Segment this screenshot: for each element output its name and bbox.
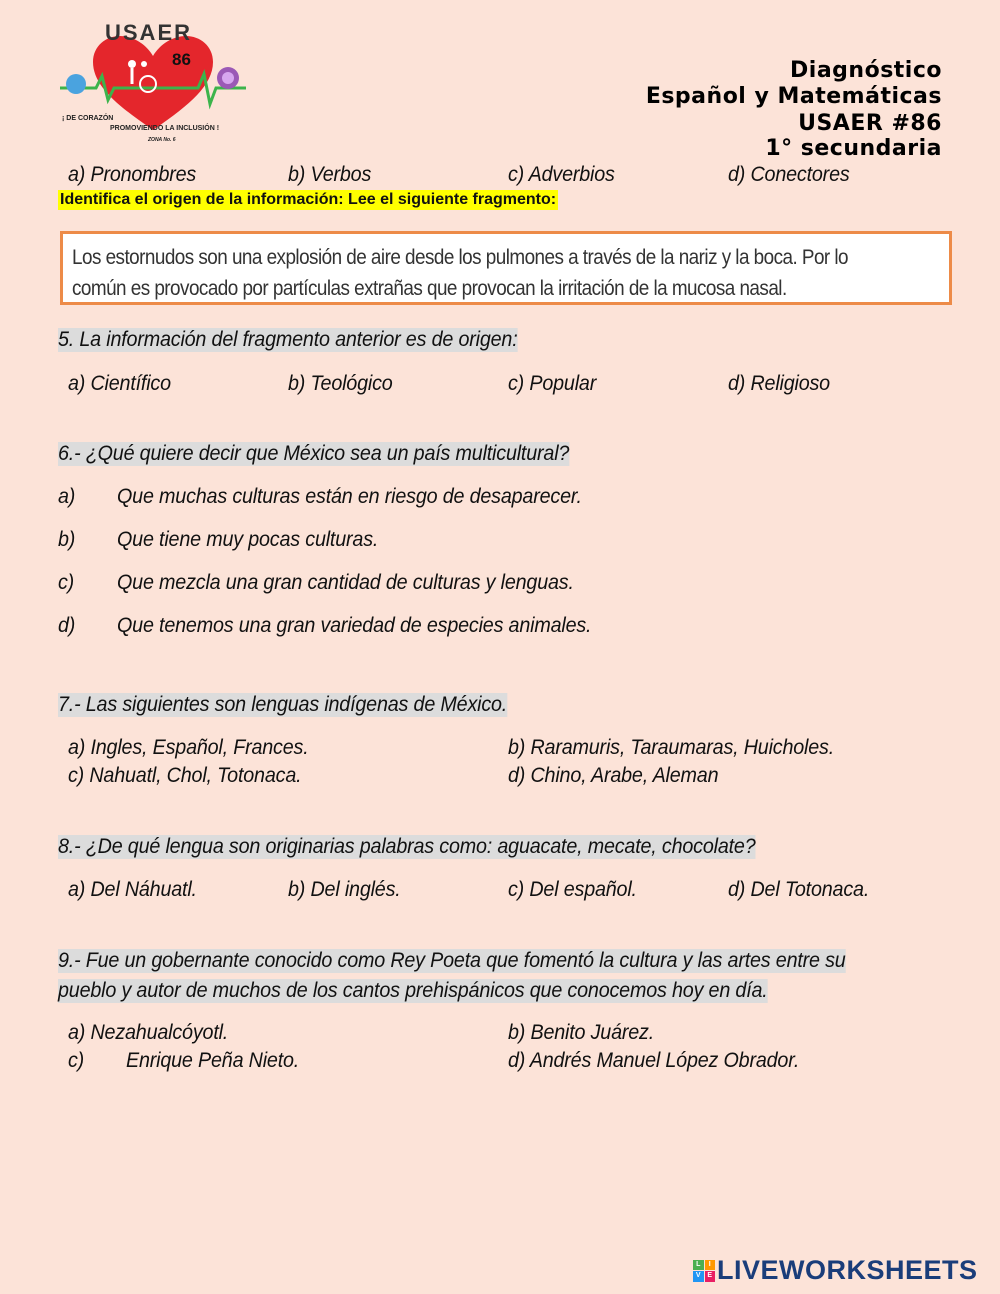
option-item[interactable]: Que mezcla una gran cantidad de culturas y lenguas.: [117, 571, 574, 594]
option-item[interactable]: d) Religioso: [728, 372, 830, 395]
question-9: pueblo y autor de muchos de los cantos prehispánicos que conocemos hoy en día.: [58, 979, 768, 1002]
option-item[interactable]: d) Del Totonaca.: [728, 878, 870, 901]
option-item[interactable]: c) Nahuatl, Chol, Totonaca.: [68, 764, 302, 787]
option-letter: d): [58, 614, 76, 637]
option-item[interactable]: Que tiene muy pocas culturas.: [117, 528, 379, 551]
option-item[interactable]: d) Chino, Arabe, Aleman: [508, 764, 719, 787]
option-letter: b): [58, 528, 76, 551]
brand-text: LIVEWORKSHEETS: [717, 1255, 978, 1285]
option-item[interactable]: a) Nezahualcóyotl.: [68, 1021, 229, 1044]
option-item[interactable]: c) Adverbios: [508, 163, 615, 186]
option-item[interactable]: Que tenemos una gran variedad de especies animales.: [117, 614, 592, 637]
option-letter: a): [58, 485, 76, 508]
option-item[interactable]: a) Pronombres: [68, 163, 197, 186]
option-item[interactable]: a) Del Náhuatl.: [68, 878, 197, 901]
option-item[interactable]: c) Del español.: [508, 878, 637, 901]
option-letter: c): [68, 1049, 85, 1072]
logo-tagline: ¡ DE CORAZÓN: [62, 115, 114, 122]
logo-tagline: PROMOVIENDO LA INCLUSIÓN !: [110, 125, 220, 132]
option-item[interactable]: b) Raramuris, Taraumaras, Huicholes.: [508, 736, 835, 759]
option-item[interactable]: a) Científico: [68, 372, 171, 395]
header-line: 1° secundaria: [765, 136, 942, 161]
question-6: 6.- ¿Qué quiere decir que México sea un país multicultural?: [58, 442, 570, 465]
option-item[interactable]: d) Andrés Manuel López Obrador.: [508, 1049, 800, 1072]
option-item[interactable]: b) Verbos: [288, 163, 372, 186]
option-item[interactable]: c) Popular: [508, 372, 597, 395]
liveworksheets-brand[interactable]: [693, 1255, 978, 1286]
fragment-box: [60, 231, 952, 305]
instruction-label: Identifica el origen de la información: Lee el siguiente fragmento:: [60, 191, 557, 208]
question-9: 9.- Fue un gobernante conocido como Rey Poeta que fomentó la cultura y las artes entre su: [58, 949, 846, 972]
question-7: 7.- Las siguientes son lenguas indígenas de México.: [58, 693, 508, 716]
logo-zone: ZONA No. 6: [148, 137, 176, 143]
option-item[interactable]: Enrique Peña Nieto.: [126, 1049, 300, 1072]
header-line: Diagnóstico: [790, 58, 942, 83]
option-item[interactable]: b) Del inglés.: [288, 878, 401, 901]
question-8: 8.- ¿De qué lengua son originarias palabras como: aguacate, mecate, chocolate?: [58, 835, 756, 858]
header-line: Español y Matemáticas: [645, 84, 942, 109]
question-5: 5. La información del fragmento anterior es de origen:: [58, 328, 518, 351]
option-item[interactable]: a) Ingles, Español, Frances.: [68, 736, 309, 759]
fragment-text: Los estornudos son una explosión de aire desde los pulmones a través de la nariz y la boca. Por lo común es provocado por partículas extrañas que provocan la irritación de la mucosa nasal.: [72, 246, 849, 300]
logo-number: 86: [172, 50, 191, 69]
option-item[interactable]: d) Conectores: [728, 163, 850, 186]
logo-title: USAER: [105, 20, 193, 45]
option-letter: c): [58, 571, 75, 594]
option-item[interactable]: b) Benito Juárez.: [508, 1021, 655, 1044]
option-item[interactable]: Que muchas culturas están en riesgo de desaparecer.: [117, 485, 582, 508]
liveworksheets-icon: L I V E: [693, 1260, 715, 1282]
option-item[interactable]: b) Teológico: [288, 372, 393, 395]
header-line: USAER #86: [798, 111, 942, 136]
